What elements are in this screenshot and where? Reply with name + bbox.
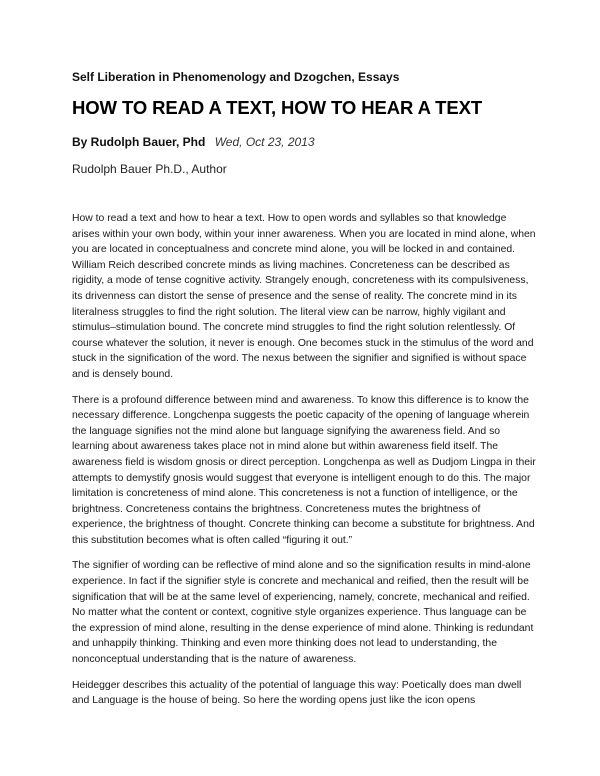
article-body — [72, 211, 536, 719]
byline-date: Wed, Oct 23, 2013 — [214, 135, 315, 149]
series-title: Self Liberation in Phenomenology and Dzogchen, Essays — [72, 70, 400, 84]
byline-author: By Rudolph Bauer, Phd — [72, 135, 206, 149]
article-title: HOW TO READ A TEXT, HOW TO HEAR A TEXT — [72, 97, 483, 118]
paragraph: There is a profound difference between mind and awareness. To know this difference is to know the necessary difference. Longchenpa suggests the poetic capacity of the opening of language wherein the language signifies not the mind alone but language signifying the awareness field. And so learning about awareness takes place not in mind alone but within awareness field itself. The awareness field is wisdom gnosis or direct perception. Longchenpa as well as Dudjom Lingpa in their attempts to demystify gnosis would suggest that everyone is intelligent enough to do this. The major limitation is concreteness of mind alone. This concreteness is not a function of intelligence, or the brightness. Concreteness contains the brightness. Concreteness mutes the brightness of experience, the brightness of thought. Concrete thinking can become a substitute for brightness. And this substitution becomes what is often called “figuring it out.” — [72, 394, 536, 546]
byline — [72, 135, 315, 149]
paragraph: Heidegger describes this actuality of the potential of language this way: Poetically does man dwell and Language is the house of being. So here the wording opens just like the icon opens — [72, 679, 522, 707]
paragraph: The signifier of wording can be reflective of mind alone and so the signification results in mind-alone experience. In fact if the signifier style is concrete and mechanical and reified, then the result will be signification that will be at the same level of experiencing, namely, concrete, mechanical and reified. No matter what the content or context, cognitive style organizes experience. Thus language can be the expression of mind alone, resulting in the dense experience of mind alone. Thinking is redundant and unhappily thinking. Thinking and even more thinking does not lead to understanding, the nonconceptual understanding that is the nature of awareness. — [72, 560, 534, 666]
paragraph: How to read a text and how to hear a text. How to open words and syllables so that knowledge arises within your own body, within your inner awareness. When you are located in mind alone, when you are located in conceptualness and concrete mind alone, you will be locked in and contained. William Reich described concrete minds as living machines. Concreteness can be described as rigidity, a mode of tense cognitive activity. Strangely enough, concreteness with its compulsiveness, its drivenness can distort the sense of presence and the sense of reality. The concrete mind in its literalness struggles to find the right solution. The literal view can be narrow, highly vigilant and stimulus–stimulation bound. The concrete mind struggles to find the right solution relentlessly. Of course whatever the solution, it never is enough. One becomes stuck in the stimulus of the word and stuck in the signification of the word. The nexus between the signifier and signified is without space and is densely bound. — [72, 213, 536, 380]
author-credit: Rudolph Bauer Ph.D., Author — [72, 162, 227, 176]
